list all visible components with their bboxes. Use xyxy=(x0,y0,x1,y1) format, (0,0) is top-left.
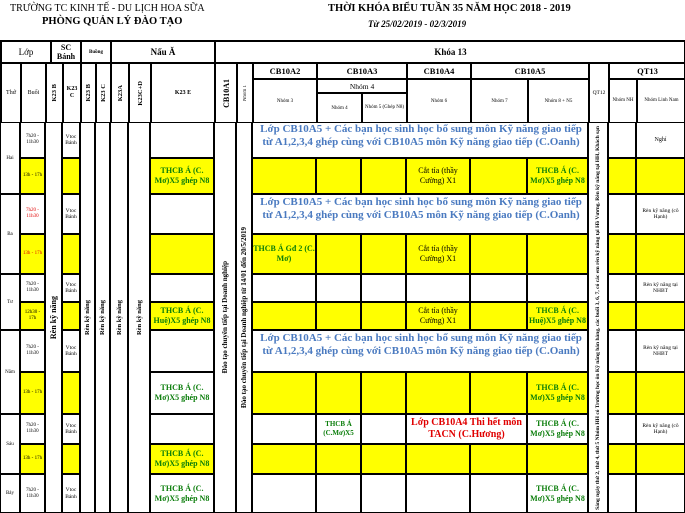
k23b-ren-ky-nang: Rèn kỹ năng xyxy=(45,122,62,513)
a5n8-ba-pm xyxy=(527,234,588,274)
a5n7-ba-pm xyxy=(470,234,527,274)
a3n5-hai-pm xyxy=(361,158,406,194)
kngt-hai-am-text: Lớp CB10A5 + Các bạn học sinh học bổ sung môn Kỹ năng giao tiếp từ A1,2,3,4 ghép cùng với CB10A5 môn Kỹ năng giao tiếp (C.Oanh) xyxy=(260,123,582,148)
ln-sau-am: Rèn kỹ năng (cô Hạnh) xyxy=(636,414,685,444)
a2-tu-pm xyxy=(252,302,316,330)
a5n8-bay-am: THCB Á (C. Mơ)X5 ghép N8 xyxy=(527,474,588,513)
a2-sau-pm xyxy=(252,444,316,474)
col-sc-banh: SC Bánh xyxy=(51,41,81,63)
slot-hai-am: 7h20 - 11h30 xyxy=(20,122,45,158)
day-sau: Sáu xyxy=(0,414,20,474)
col-nhom4: Nhóm 4 xyxy=(317,93,362,123)
slot-ba-am: 7h20 - 11h30 xyxy=(20,194,45,234)
col-buong: Buồng xyxy=(81,41,111,63)
a3n4-nam-pm xyxy=(316,372,361,414)
ln-tu-am: Rèn kỹ năng tại NHBT xyxy=(636,274,685,302)
a3n4-ba-pm xyxy=(316,234,361,274)
a4-sau-pm xyxy=(406,444,470,474)
col-k23a: K23A xyxy=(111,63,129,123)
slot-bay-am: 7h20 - 11h30 xyxy=(20,474,45,513)
a3n5-nam-pm xyxy=(361,372,406,414)
a5n7-tu-am xyxy=(470,274,527,302)
k23e-hai-am xyxy=(150,122,214,158)
day-bay: Bảy xyxy=(0,474,20,513)
a3n4-bay-am xyxy=(316,474,361,513)
day-hai: Hai xyxy=(0,122,20,194)
slot-nam-pm: 13h - 17h xyxy=(20,372,45,414)
schedule-body xyxy=(0,122,685,513)
col-thu: Thứ xyxy=(1,63,21,123)
a3n4-tu-pm xyxy=(316,302,361,330)
a3n4-sau-am: THCB Á (C.Mơ)X5 xyxy=(316,414,361,444)
col-k23cd: K23C+D xyxy=(129,63,151,123)
a2-ba-pm: THCB Á Gđ 2 (C. Mơ) xyxy=(252,234,316,274)
nh-tu-pm xyxy=(608,302,636,330)
k23c-sau-pm xyxy=(62,444,80,474)
a4-hai-pm: Cắt tỉa (thầy Cường) X1 xyxy=(406,158,470,194)
a5n8-nam-pm: THCB Á (C. Mơ)X5 ghép N8 xyxy=(527,372,588,414)
nh-sau-pm xyxy=(608,444,636,474)
k23e-nam-am xyxy=(150,330,214,372)
a3n5-ba-pm xyxy=(361,234,406,274)
day-ba: Ba xyxy=(0,194,20,274)
k23e-ba-pm xyxy=(150,234,214,274)
a2-tu-am xyxy=(252,274,316,302)
ln-bay-am xyxy=(636,474,685,513)
a3n5-tu-pm xyxy=(361,302,406,330)
cb10a1-dao-tao: Đào tạo chuyên tiếp tại Doanh nghiệp xyxy=(214,122,236,513)
a4-ba-pm: Cắt tỉa (thầy Cường) X1 xyxy=(406,234,470,274)
a5n8-sau-pm xyxy=(527,444,588,474)
slot-sau-pm: 13h - 17h xyxy=(20,444,45,474)
slot-tu-pm: 12h30 - 17h xyxy=(20,302,45,330)
col-cb10a4: CB10A4 xyxy=(407,63,471,79)
k23e-nam-pm: THCB Á (C. Mơ)X5 ghép N8 xyxy=(150,372,214,414)
day-nam: Năm xyxy=(0,330,20,414)
nh-bay-am xyxy=(608,474,636,513)
a2-sau-am xyxy=(252,414,316,444)
a3n5-tu-am xyxy=(361,274,406,302)
a5n7-bay-am xyxy=(470,474,527,513)
k23e-tu-pm: THCB Á (C. Huệ)X5 ghép N8 xyxy=(150,302,214,330)
nau-k23cd: Rèn kỹ năng xyxy=(128,122,150,513)
ln-hai-pm xyxy=(636,158,685,194)
a4-sau-am-exam: Lớp CB10A4 Thi hết môn TACN (C.Hương) xyxy=(406,414,527,444)
k23c-nam-pm xyxy=(62,372,80,414)
slot-nam-am: 7h20 - 11h30 xyxy=(20,330,45,372)
k23c-ba-am: Vtoc Bánh xyxy=(62,194,80,234)
col-k23b1: K23 B xyxy=(46,63,63,123)
slot-tu-am: 7h20 - 11h30 xyxy=(20,274,45,302)
col-lop: Lớp xyxy=(1,41,51,63)
slot-sau-am: 7h20 - 11h30 xyxy=(20,414,45,444)
col-nhom5: Nhóm 5 (Ghép N8) xyxy=(362,93,407,123)
ln-nam-pm xyxy=(636,372,685,414)
col-nhom1: Nhóm 1 xyxy=(237,63,253,123)
col-buoi: Buổi xyxy=(21,63,46,123)
ln-nam-am: Rèn kỹ năng tại NHBT xyxy=(636,330,685,372)
a3n5-bay-am xyxy=(361,474,406,513)
nh-nam-pm xyxy=(608,372,636,414)
a2-nam-pm xyxy=(252,372,316,414)
col-nhom-linh: Nhóm Linh Nam xyxy=(637,79,685,123)
col-nau-a: Nấu Ă xyxy=(111,41,215,63)
a3n5-sau-pm xyxy=(361,444,406,474)
col-cb10a5: CB10A5 xyxy=(471,63,589,79)
nh-hai-am xyxy=(608,122,636,158)
nh-tu-am xyxy=(608,274,636,302)
nh-ba-pm xyxy=(608,234,636,274)
col-nhom6: Nhóm 6 xyxy=(407,79,471,123)
buong-k23b: Rèn kỹ năng xyxy=(80,122,95,513)
a4-tu-pm: Cắt tỉa (thầy Cường) X1 xyxy=(406,302,470,330)
k23c-nam-am: Vtoc Bánh xyxy=(62,330,80,372)
k23c-ba-pm xyxy=(62,234,80,274)
k23e-hai-pm: THCB Á (C. Mơ)X5 ghép N8 xyxy=(150,158,214,194)
a2-hai-pm xyxy=(252,158,316,194)
a4-bay-am xyxy=(406,474,470,513)
a4-tu-am xyxy=(406,274,470,302)
col-khoa13: Khóa 13 xyxy=(215,41,685,63)
nh-ba-am xyxy=(608,194,636,234)
nh-nam-am xyxy=(608,330,636,372)
a5n8-hai-pm: THCB Á (C. Mơ)X5 ghép N8 xyxy=(527,158,588,194)
col-nhom4-top: Nhóm 4 xyxy=(317,79,407,93)
col-k23e: K23 E xyxy=(151,63,215,123)
k23e-sau-am xyxy=(150,414,214,444)
a5n7-tu-pm xyxy=(470,302,527,330)
ln-sau-pm xyxy=(636,444,685,474)
col-cb10a2: CB10A2 xyxy=(253,63,317,79)
k23c-hai-pm xyxy=(62,158,80,194)
ln-ba-am: Rèn kỹ năng (cô Hạnh) xyxy=(636,194,685,234)
kngt-ba-am-text: Lớp CB10A5 + Các bạn học sinh học bổ sung môn Kỹ năng giao tiếp từ A1,2,3,4 ghép cùng với CB10A5 môn Kỹ năng giao tiếp (C.Oanh) xyxy=(260,196,582,221)
k23e-sau-pm: THCB Á (C. Mơ)X5 ghép N8 xyxy=(150,444,214,474)
a4-nam-pm xyxy=(406,372,470,414)
a3n4-sau-pm xyxy=(316,444,361,474)
nau-k23a: Rèn kỹ năng xyxy=(110,122,128,513)
col-nhom8: Nhóm 8 + N5 xyxy=(528,79,589,123)
nh-sau-am xyxy=(608,414,636,444)
slot-hai-pm: 13h - 17h xyxy=(20,158,45,194)
a5n7-nam-pm xyxy=(470,372,527,414)
a3n4-hai-pm xyxy=(316,158,361,194)
nh-hai-pm xyxy=(608,158,636,194)
col-nhom-nh: Nhóm NH xyxy=(609,79,637,123)
a3n5-sau-am xyxy=(361,414,406,444)
ln-tu-pm xyxy=(636,302,685,330)
a5n8-tu-pm: THCB Á (C. Huệ)X5 ghép N8 xyxy=(527,302,588,330)
col-qt13: QT13 xyxy=(609,63,685,79)
a5n7-hai-pm xyxy=(470,158,527,194)
cb10a1-dao-tao-2: Đào tạo chuyên tiếp tại Doanh nghiệp từ 14/01 đến 20/5/2019 xyxy=(236,122,252,513)
col-k23b2: K23 B xyxy=(81,63,96,123)
page-title: THỜI KHÓA BIỂU TUẦN 35 NĂM HỌC 2018 - 2019 xyxy=(328,3,571,14)
a2-bay-am xyxy=(252,474,316,513)
k23c-hai-am: Vtoc Bánh xyxy=(62,122,80,158)
col-qt12: QT12 xyxy=(589,63,609,123)
date-range: Từ 25/02/2019 - 02/3/2019 xyxy=(368,19,467,29)
a5n8-sau-am: THCB Á (C. Mơ)X5 ghép N8 xyxy=(527,414,588,444)
k23c-bay-am: Vtoc Bánh xyxy=(62,474,80,513)
k23c-sau-am: Vtoc Bánh xyxy=(62,414,80,444)
col-cb10a3: CB10A3 xyxy=(317,63,407,79)
kngt-nam-am-text: Lớp CB10A5 + Các bạn học sinh học bổ sung môn Kỹ năng giao tiếp từ A1,2,3,4 ghép cùng với CB10A5 môn Kỹ năng giao tiếp (C.Oanh) xyxy=(260,332,582,357)
col-k23c2: K23 C xyxy=(96,63,111,123)
qt12-note: Sáng ngày thứ 2, thứ 4, thứ 5 Nhóm HH có Trường học ôn Kỹ năng bán hàng, các buổi 3, 6, 7, có các em rèn kỹ năng tại Hồ Vương. Rèn kỹ năng tại HH, Khách sạn xyxy=(588,122,608,513)
col-nhom7: Nhóm 7 xyxy=(471,79,528,123)
k23e-ba-am xyxy=(150,194,214,234)
k23e-tu-am xyxy=(150,274,214,302)
a3n4-tu-am xyxy=(316,274,361,302)
k23c-tu-am: Vtoc Bánh xyxy=(62,274,80,302)
buong-k23c: Rèn kỹ năng xyxy=(95,122,110,513)
a5n7-sau-pm xyxy=(470,444,527,474)
ln-ba-pm xyxy=(636,234,685,274)
k23c-tu-pm xyxy=(62,302,80,330)
ln-hai-am: Nghỉ xyxy=(636,122,685,158)
school-name: TRƯỜNG TC KINH TẾ - DU LỊCH HOA SỮA xyxy=(10,3,205,14)
slot-ba-pm: 13h - 17h xyxy=(20,234,45,274)
col-k23c1: K23 C xyxy=(63,63,81,123)
col-cb10a1: CB10A1 xyxy=(215,63,237,123)
k23e-bay-am: THCB Á (C. Mơ)X5 ghép N8 xyxy=(150,474,214,513)
col-nhom3: Nhóm 3 xyxy=(253,79,317,123)
day-tu: Tư xyxy=(0,274,20,330)
a5n8-tu-am xyxy=(527,274,588,302)
department-name: PHÒNG QUẢN LÝ ĐÀO TẠO xyxy=(42,16,183,27)
